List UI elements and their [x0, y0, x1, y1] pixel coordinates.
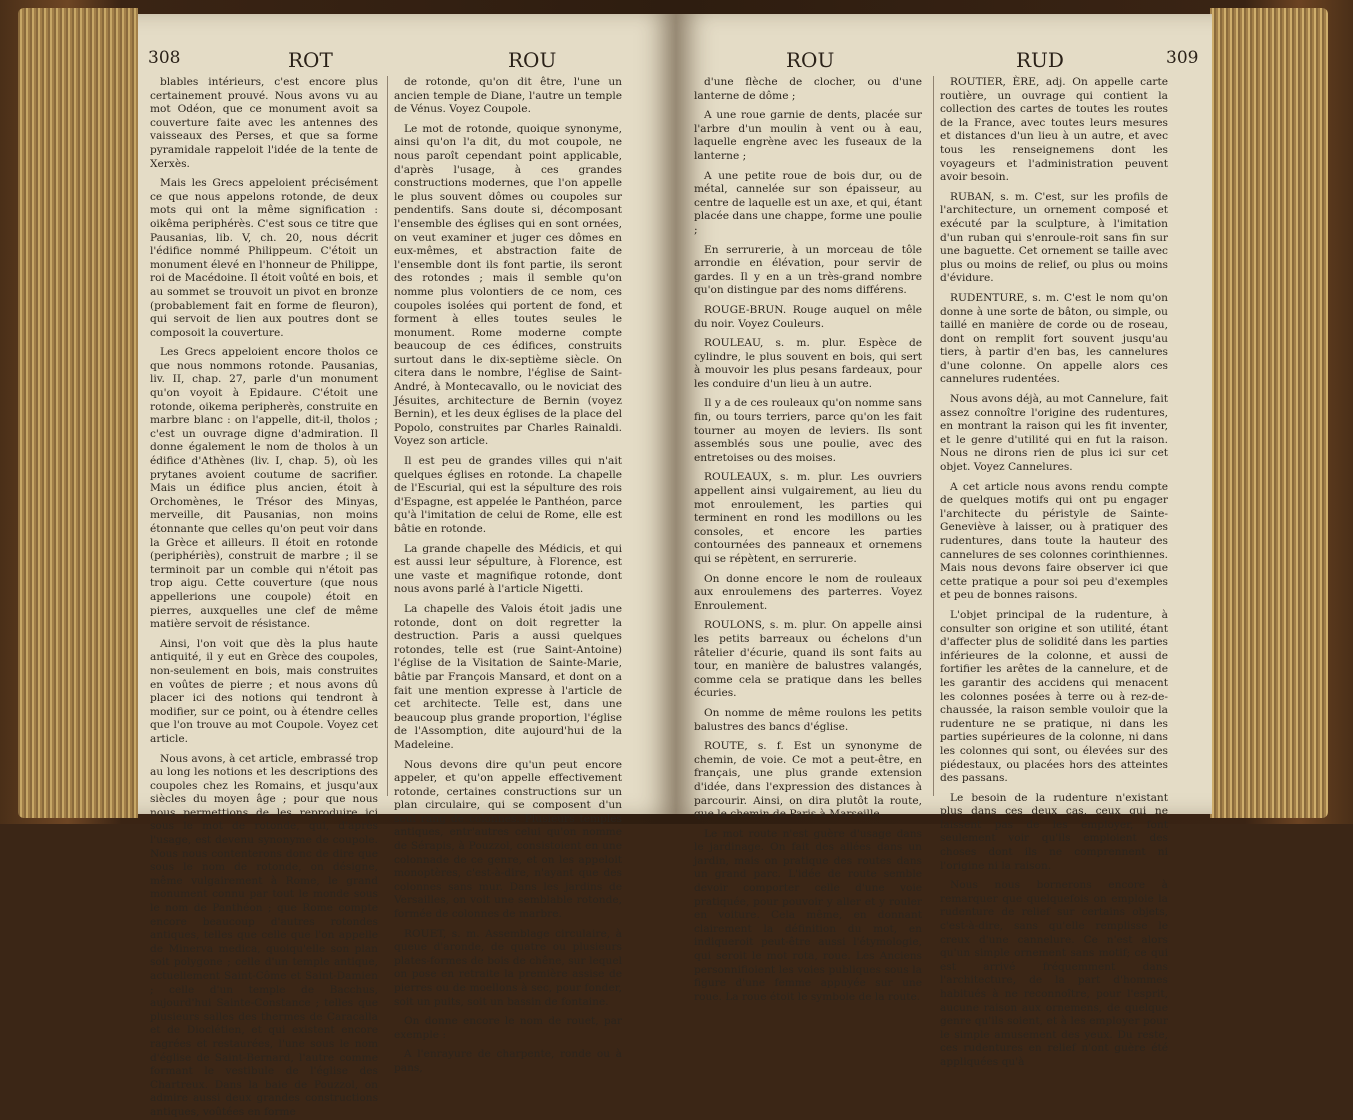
page-number-right: 309 — [1166, 48, 1199, 68]
paragraph: Nous devons dire qu'un peut encore appeler, et qu'on appelle effectivement rotonde, certaines constructions sur un plan circulaire, qui se composent d'un seul rang de colonnes. Plusieurs temples antiques, entr'autres celui qu'on nomme de Sérapis, à Pouzzol, consistoient en une colonnade de ce genre, et on les appeloit monoptères, c'est-à-dire, n'ayant que des colonnes sans mur. Dans les jardins de Versailles, on voit une semblable rotonde, formée de colonnes de marbre. — [394, 758, 622, 921]
right-column-2 — [940, 76, 1168, 1068]
paragraph: ROUTE, s. f. Est un synonyme de chemin, de voie. Ce mot a peut-être, en français, une plus grande extension d'idée, dans l'expression des distances à parcourir. Ainsi, on dira plutôt la route, que le chemin de Paris à Marseille. — [694, 740, 922, 821]
paragraph: ROULEAUX, s. m. plur. Les ouvriers appellent ainsi vulgairement, au lieu du mot enroulement, les parties qui terminent en rond les modillons ou les consoles, et encore les parties contournées des panneaux et ornemens qui se répètent, en serrurerie. — [694, 471, 922, 565]
paragraph: Les Grecs appeloient encore tholos ce que nous nommons rotonde. Pausanias, liv. II, chap. 27, parle d'un monument qu'on voyoit à Epidaure. C'étoit une rotonde, oikema peripherès, construite en marbre blanc : on l'appelle, dit-il, tholos ; c'est un ouvrage digne d'admiration. Il donne également le nom de tholos à un édifice d'Athènes (liv. I, chap. 5), où les prytanes avoient coutume de sacrifier. Mais un édifice plus ancien, étoit à Orchomènes, le Trésor des Minyas, merveille, dit Pausanias, non moins étonnante que celles qu'on peut voir dans la Grèce et ailleurs. Il étoit en rotonde (periphériès), construit de marbre ; il se terminoit par un comble qui n'étoit pas trop aigu. Cette couverture (que nous appellerions une coupole) étoit en pierres, auxquelles une clef de même matière servoit de résistance. — [150, 346, 378, 631]
paragraph: En serrurerie, à un morceau de tôle arrondie en élévation, pour servir de gardes. Il y en a un très-grand nombre qu'on distingue par des noms différens. — [694, 243, 922, 297]
paragraph: Nous avons, à cet article, embrassé trop au long les notions et les descriptions des coupoles chez les Romains, et jusqu'aux siècles du moyen âge ; pour que nous nous permettions de les reproduire ici sous le mot de rotonde, qui, d'après l'usage, est devenu synonyme de coupole. Nous nous contenterons donc de dire que sous le nom de rotonde, on désigne, même vulgairement à Rome, le grand monument connu par tout le monde sous le nom de Panthéon ; que Rome compte encore beaucoup d'autres rotondes antiques, telles que celle que l'on appelle de Minerva medica, quoiqu'elle son plan soit polygone ; celle d'un temple antique, actuellement Saint-Côme et Saint-Damien ; celle d'un temple de Bacchus, aujourd'hui Sainte-Constance ; telles que plusieurs salles des thermes de Caracalla et de Dioclétien, et qui existent encore ragrées et restaurées, l'une sous le nom d'église de Saint-Bernard, l'autre comme formant le vestibule de l'église des Chartreux. Dans la baie de Pouzzol, on admire aussi deux grandes constructions antiques, voûtées en forme — [150, 752, 378, 1118]
paragraph: A une petite roue de bois dur, ou de métal, cannelée sur son épaisseur, au centre de laquelle est un axe, et qui, étant placée dans une chappe, forme une poulie ; — [694, 169, 922, 236]
paragraph: Il est peu de grandes villes qui n'ait quelques églises en rotonde. La chapelle de l'Escurial, qui est la sépulture des rois d'Espagne, est appelée le Panthéon, parce qu'à l'imitation de celui de Rome, elle est bâtie en rotonde. — [394, 455, 622, 535]
paragraph: La chapelle des Valois étoit jadis une rotonde, dont on doit regretter la destruction. Paris a aussi quelques rotondes, telle est (rue Saint-Antoine) l'église de la Visitation de Sainte-Marie, bâtie par François Mansard, et dont on a fait une mention expresse à l'article de cet architecte. Telle est, dans une beaucoup plus grande proportion, l'église de l'Assomption, dite aujourd'hui de la Madeleine. — [394, 602, 622, 751]
paragraph: On nomme de même roulons les petits balustres des bancs d'église. — [694, 706, 922, 733]
column-divider — [933, 76, 934, 796]
paragraph: L'objet principal de la rudenture, à consulter son origine et son utilité, étant d'affecter plus de solidité dans les parties inférieures de la colonne, et aussi de fortifier les arêtes de la cannelure, et de les garantir des accidens qui menacent les colonnes posées à terre ou à rez-de-chaussée, la raison semble vouloir que la rudenture ne se pratique, ni dans les parties supérieures de la colonne, ni dans les colonnes qui sont, ou élevées sur des piédestaux, ou placées hors des atteintes des passans. — [940, 608, 1168, 785]
paragraph: Le mot route n'est guère d'usage dans le jardinage. On fait des allées dans un jardin, mais on pratique des routes dans un grand parc. L'idée de route semble devoir comporter celle d'une voie pratiquée, pour pouvoir y aller et y rouler en voiture. Cela même, en donnant clairement la définition du mot, en indiqueroit peut-être aussi l'étymologie, qui seroit le mot rota, roue. Les Anciens personnifioient les voies publiques sous la figure d'une femme appuyée sur une roue. La roue étoit le symbole de la route. — [694, 827, 922, 1003]
paragraph: RUDENTURE, s. m. C'est le nom qu'on donne à une sorte de bâton, ou simple, ou taillé en manière de corde ou de roseau, dont on remplit fort souvent jusqu'au tiers, à partir d'en bas, les cannelures d'une colonne. On appelle alors ces cannelures rudentées. — [940, 291, 1168, 386]
paragraph: A cet article nous avons rendu compte de quelques motifs qui ont pu engager l'architecte du péristyle de Sainte-Geneviève à laisser, ou à pratiquer des rudentures, dans toute la hauteur des cannelures de ses colonnes corinthiennes. Mais nous devons faire observer ici que cette pratique a pour soi peu d'exemples et peu de bonnes raisons. — [940, 480, 1168, 602]
right-page — [676, 14, 1212, 1068]
paragraph: Il y a de ces rouleaux qu'on nomme sans fin, ou tours terriers, parce qu'on les fait tourner au moyen de leviers. Ils sont assemblés sous une poulie, avec des entretoises ou des moises. — [694, 397, 922, 464]
paragraph: Le besoin de la rudenture n'existant plus dans ces deux cas, ceux qui ne laissent pas de les employer, font seulement voir qu'ils emploient des choses dont ils ne comprennent ni l'origine ni la raison. — [940, 791, 1168, 872]
left-page — [138, 14, 676, 1118]
right-page-edges — [1210, 8, 1328, 818]
paragraph: Le mot de rotonde, quoique synonyme, ainsi qu'on l'a dit, du mot coupole, ne nous paroît cependant point applicable, d'après l'usage, à ces grandes constructions modernes, que l'on appelle le plus souvent dômes ou coupoles sur pendentifs. Sans doute si, décomposant l'ensemble des églises qui en sont ornées, on veut examiner et juger ces dômes en eux-mêmes, et abstraction faite de l'ensemble dont ils font partie, ils seront des rotondes ; mais il semble qu'on nomme plus volontiers de ce nom, ces coupoles isolées qui portent de fond, et forment à elles toutes seules le monument. Rome moderne compte beaucoup de ces édifices, construits surtout dans le dix-septième siècle. On citera dans le nombre, l'église de Saint-André, à Montecavallo, ou le noviciat des Jésuites, architecture de Bernin (voyez Bernin), et les deux églises de la place del Popolo, construites par Charles Rainaldi. Voyez son article. — [394, 122, 622, 448]
left-column-1 — [150, 76, 378, 1118]
running-head-rou-right: ROU — [786, 48, 835, 72]
paragraph: ROUET, s. m. Assemblage circulaire, à queue d'aronde, de quatre ou plusieurs plates-formes de bois de chêne, sur lequel on pose en retraite la première assise de pierres ou de moellons à sec, pour fonder, soit un puits, soit un bassin de fontaine. — [394, 927, 622, 1008]
paragraph: A l'enrayure de charpente, ronde ou à pans, — [394, 1048, 622, 1074]
running-head-rud: RUD — [1016, 48, 1064, 72]
running-head-rou: ROU — [508, 48, 557, 72]
paragraph: ROUTIER, ÈRE, adj. On appelle carte routière, un ouvrage qui contient la collection des cartes de toutes les routes de la France, avec toutes leurs mesures et distances d'un lieu à un autre, et avec tous les renseignemens dont les voyageurs et l'administration peuvent avoir besoin. — [940, 76, 1168, 184]
paragraph: Mais les Grecs appeloient précisément ce que nous appelons rotonde, de deux mots qui ont la même signification : oikêma periphérès. C'est sous ce titre que Pausanias, lib. V, ch. 20, nous décrit l'édifice nommé Philippeum. C'étoit un monument élevé en l'honneur de Philippe, roi de Macédoine. Il étoit voûté en bois, et au sommet se trouvoit un pivot en bronze (probablement fait en forme de fleuron), qui servoit de lien aux poutres dont se composoit la couverture. — [150, 177, 378, 339]
paragraph: Nous avons déjà, au mot Cannelure, fait assez connoître l'origine des rudentures, en montrant la raison qui les fit inventer, et le genre d'utilité qui en fut la raison. Nous ne dirons rien de plus ici sur cet objet. Voyez Cannelures. — [940, 393, 1168, 474]
paragraph: A une roue garnie de dents, placée sur l'arbre d'un moulin à vent ou à eau, laquelle engrène avec les fuseaux de la lanterne ; — [694, 109, 922, 162]
left-page-edges — [18, 8, 138, 818]
left-column-2 — [394, 76, 622, 1074]
paragraph: ROUGE-BRUN. Rouge auquel on mêle du noir. Voyez Couleurs. — [694, 303, 922, 330]
running-head-rot: ROT — [288, 48, 333, 72]
paragraph: La grande chapelle des Médicis, et qui est aussi leur sépulture, à Florence, est une vaste et magnifique rotonde, dont nous avons parlé à l'article Nigetti. — [394, 542, 622, 596]
paragraph: On donne encore le nom de rouet, par exemple : — [394, 1015, 622, 1041]
right-column-1 — [694, 76, 922, 1003]
paragraph: ROULEAU, s. m. plur. Espèce de cylindre, le plus souvent en bois, qui sert à mouvoir les plus pesans fardeaux, pour les conduire d'un lieu à un autre. — [694, 337, 922, 390]
paragraph: Ainsi, l'on voit que dès la plus haute antiquité, il y eut en Grèce des coupoles, non-seulement en bois, mais construites en voûtes de pierre ; et nous avons dû placer ici des notions qui tendront à modifier, sur ce point, ou à étendre celles que l'on trouve au mot Coupole. Voyez cet article. — [150, 637, 378, 745]
paragraph: ROULONS, s. m. plur. On appelle ainsi les petits barreaux ou échelons d'un râtelier d'écurie, quand ils sont faits au tour, en manière de balustres valangés, comme cela se pratique dans les belles écuries. — [694, 619, 922, 700]
paragraph: de rotonde, qu'on dit être, l'une un ancien temple de Diane, l'autre un temple de Vénus. Voyez Coupole. — [394, 76, 622, 116]
paragraph: Nous nous bornerons encore à remarquer que quelquefois on emploie la rudenture de relief sur certains objets, c'est-à-dire, sans qu'elle remplisse le creux d'une cannelure. Ce n'est alors qu'un simple ornement sans motif; ce qui est arrivé fréquemment dans l'architecture, de la part d'hommes habitués à ne reconnoître, pour l'esprit, aucune raison aux ornemens, de quelque genre qu'ils soient, et à les employer pour le simple amusement des yeux. Du reste, ces rudentures en relief n'ont guère été appliquées qu'à — [940, 879, 1168, 1068]
paragraph: d'une flèche de clocher, ou d'une lanterne de dôme ; — [694, 76, 922, 102]
column-divider — [387, 76, 388, 796]
paragraph: blables intérieurs, c'est encore plus certainement prouvé. Nous avons vu au mot Odéon, que ce monument avoit sa couverture faite avec les antennes des vaisseaux des Perses, et que sa forme pyramidale rappeloit l'idée de la tente de Xerxès. — [150, 76, 378, 170]
paragraph: On donne encore le nom de rouleaux aux enroulemens des parterres. Voyez Enroulement. — [694, 572, 922, 612]
page-number-left: 308 — [148, 48, 181, 68]
paragraph: RUBAN, s. m. C'est, sur les profils de l'architecture, un ornement composé et exécuté par la sculpture, à l'imitation d'un ruban qui s'enroule-roit sans fin sur une baguette. Cet ornement se taille avec plus ou moins de relief, ou plus ou moins d'évidure. — [940, 190, 1168, 285]
